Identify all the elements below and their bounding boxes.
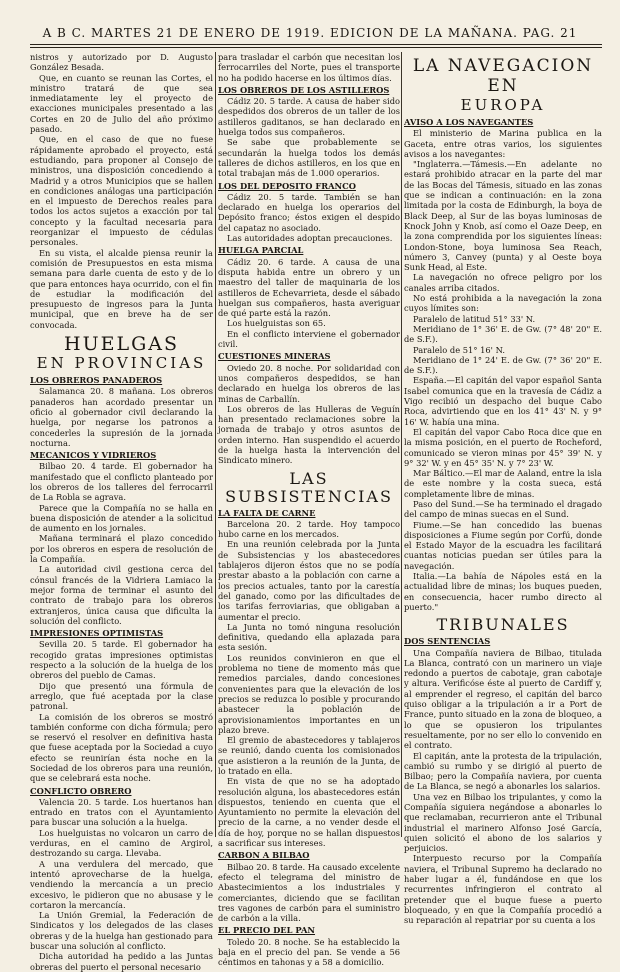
paragraph: La autoridad civil gestiona cerca del cónsul francés de la Vidriera Lamiaco la mejor forma de terminar el asunto del contrato de trabajo para los obreros extranjeros, única causa que dificulta la solución del conflicto. <box>30 564 213 626</box>
paragraph: El capitán, ante la protesta de la tripulación, cambió su rumbo y se dirigió al puerto de Bilbao; pero la Compañía naviera, por cuenta de La Blanca, se negó a abonarles los salarios. <box>404 750 602 792</box>
paragraph: "Inglaterra.—Támesis.—En adelante no estará prohibido atracar en la parte del mar de las Bocas del Támesis, situado en las zonas que se indican a continuación: en la zona limitada por la costa de Edinburgh, la boya de Black Deep, al Sur de las boyas luminosas de Knock John y Knob, así como el Oaze Deep, en la zona comprendida por los siguientes líneas: London-Stone, boya luminosa Sea Reach, número 3, Canvey (punta) y al Oeste boya Sunk Head, al Este. <box>404 159 602 273</box>
article-title: LOS OBREROS PANADEROS <box>30 375 163 386</box>
paragraph: Los huelguistas son 65. <box>227 318 326 329</box>
paragraph: Interpuesto recurso por la Compañía naviera, el Tribunal Supremo ha declarado no haber lugar a él, fundándose en que los recurrentes infringieron el contrato al pretender que el buque fuese a puerto bloqueado, y en que la Compañía procedió a su reparación al repatriar por su cuenta a los <box>404 853 602 926</box>
paragraph: Cádiz 20. 5 tarde. A causa de haber sido despedidos dos obreros de un taller de los astilleros gaditanos, se han declarado en huelga todos sus compañeros. <box>218 96 400 138</box>
articles <box>30 375 213 972</box>
column-1 <box>30 52 213 972</box>
article-title: MECANICOS Y VIDRIEROS <box>30 450 157 461</box>
article <box>30 628 213 783</box>
paragraph: Cádiz 20. 5 tarde. También se han declarado en huelga los operarios del Depósito franco; éstos exigen el despido del capataz no asociado. <box>218 191 400 233</box>
article-title: DOS SENTENCIAS <box>404 636 491 647</box>
paragraph: Una vez en Bilbao los tripulantes, y como la Compañía siguiera negándose a abonarles lo que reclamaban, recurrieron ante el Tribunal industrial el marinero Alfonso José García, quien solicitó el abono de los salarios y perjuicios. <box>404 791 602 854</box>
paragraph: Valencia 20. 5 tarde. Los huertanos han entrado en tratos con el Ayuntamiento para buscar una solución a la huelga. <box>30 796 213 828</box>
article <box>218 351 400 465</box>
paragraph: Barcelona 20. 2 tarde. Hoy tampoco hubo carne en los mercados. <box>218 518 400 540</box>
paragraph: Una Compañía naviera de Bilbao, titulada La Blanca, contrató con un marinero un viaje redondo a puertos de cabotaje, gran cabotaje y altura. Verificóse éste al puerto de Cardiff y, al emprender el regreso, el capitán del barco quiso obligar a la tripulación a ir a Port de France, punto situado en la zona de bloqueo, a lo que se opusieron los tripulantes resueltamente, por no ser ello lo convenido en el contrato. <box>404 647 602 751</box>
paragraph: A una verdulera del mercado, que intentó aprovecharse de la huelga, vendiendo la mercancía a un precio excesivo, le pidieron que no abusase y le cortaron la mercancía. <box>30 858 213 910</box>
paragraph: Mañana terminará el plazo concedido por los obreros en espera de resolución de la Compañía. <box>30 533 213 565</box>
intro-text <box>218 52 400 83</box>
paragraph: Las autoridades adoptan precauciones. <box>227 233 393 244</box>
column-3 <box>404 52 602 926</box>
paragraph: España.—El capitán del vapor español Santa Isabel comunica que en la travesía de Cádiz a Vigo recibió un despacho del buque Cabo Roca, advirtiendo que en los 41° 43' N. y 9° 16' W. había una mina. <box>404 375 602 427</box>
paragraph: En su vista, el alcalde piensa reunir la comisión de Presupuestos en esta misma semana para darle cuenta de esto y de lo que para entonces haya ocurrido, con el fin de estudiar la modificación del presupuesto de ingresos para la Junta municipal, que en breve ha de ser convocada. <box>30 247 213 330</box>
paragraph: Bilbao 20. 4 tarde. El gobernador ha manifestado que el conflicto planteado por los obreros de los talleres del ferrocarril de La Robla se agrava. <box>30 461 213 503</box>
paragraph: Bilbao 20. 8 tarde. Ha causado excelente efecto el telegrama del ministro de Abastecimientos a los industriales y comerciantes, diciendo que se facilitan tres vagones de carbón para el suministro de carbón a la villa. <box>218 861 400 924</box>
paragraph: No está prohibida a la navegación la zona cuyos límites son: <box>404 293 602 314</box>
article-title: CARBON A BILBAO <box>218 850 310 861</box>
paragraph: Paralelo de 51° 16' N. <box>413 344 505 355</box>
article <box>404 636 602 925</box>
paragraph: Se sabe que probablemente se secundarán la huelga todos los demás talleres de dichos astilleros, en los que en total trabajan más de 1.000 operarios. <box>218 137 400 179</box>
article <box>218 925 400 967</box>
article-title: LOS DEL DEPOSITO FRANCO <box>218 180 356 191</box>
paragraph: El ministerio de Marina publica en la Gaceta, entre otras varios, los siguientes avisos a los navegantes: <box>404 128 602 159</box>
article-title: CUESTIONES MINERAS <box>218 351 331 362</box>
article <box>218 181 400 244</box>
section-title: LA NAVEGACION EN <box>412 56 594 96</box>
paragraph: Los huelguistas no volcaron un carro de verduras, en el camino de Argirol, destrozando su carga. Llevaba. <box>30 827 213 859</box>
article <box>218 245 400 349</box>
article <box>218 85 400 179</box>
column-divider <box>215 52 216 837</box>
paragraph: Paralelo de latitud 51° 33' N. <box>413 313 536 324</box>
paragraph: Toledo 20. 8 noche. Se ha establecido la baja en el precio del pan. Se vende a 56 céntimos en tahonas y a 58 a domicilio. <box>218 936 400 968</box>
article-title: LOS OBREROS DE LOS ASTILLEROS <box>218 84 390 95</box>
article <box>404 117 602 612</box>
article-title: HUELGA PARCIAL <box>218 245 304 256</box>
article <box>30 786 213 972</box>
paragraph: Italia.—La bahía de Nápoles está en la actualidad libre de minas; los buques pueden, en consecuencia, hacer rumbo directo al puerto." <box>404 571 602 612</box>
section-subtitle: EUROPA <box>460 96 546 114</box>
paragraph: La Junta no tomó ninguna resolución definitiva, quedando ella aplazada para esta sesión. <box>218 621 400 653</box>
section-title: HUELGAS <box>64 333 179 356</box>
column-divider <box>401 52 402 837</box>
paragraph: Dicha autoridad ha pedido a las Juntas obreras del puerto el personal necesario <box>30 951 213 972</box>
article <box>30 375 213 448</box>
articles <box>218 508 400 968</box>
articles <box>404 636 602 925</box>
paragraph: Meridiano de 1° 24' E. de Gw. (7° 36' 20" E. de S.F.). <box>404 354 602 376</box>
page-header: A B C. MARTES 21 DE ENERO DE 1919. EDICION DE LA MAÑANA. PAG. 21 <box>42 26 578 40</box>
paragraph: Los reunidos convinieron en que el problema no tiene de momento más que remedios parciales, dando concesiones convenientes para que la elevación de los precios se reduzca lo posible y procurando abastecer la población de aprovisionamientos importantes en un plazo breve. <box>218 652 400 735</box>
section-title: LAS SUBSISTENCIAS <box>225 468 393 506</box>
paragraph: Fiume.—Se han concedido las buenas disposiciones a Fiume según por Corfú, donde el Estado Mayor de la escuadra les facilitará cuantas noticias puedan ser útiles para la navegación. <box>404 519 602 571</box>
section-title: TRIBUNALES <box>436 615 570 635</box>
section-subtitle: EN PROVINCIAS <box>36 354 207 373</box>
article <box>30 450 213 626</box>
paragraph: La Unión Gremial, la Federación de Sindicatos y los delegados de las clases obreras y de la huelga han gestionado para buscar una solución al conflicto. <box>30 910 213 952</box>
paragraph: En una reunión celebrada por la Junta de Subsistencias y los abastecedores tablajeros dijeron éstos que no se podía prestar abasto a la población con carne a los precios actuales, tanto por la carestía del ganado, como por las dificultades de los tarifas ferroviarias, que obligaban a aumentar el precio. <box>218 539 400 622</box>
paragraph: En vista de que no se ha adoptado resolución alguna, los abastecedores están dispuestos, teniendo en cuenta que el Ayuntamiento no permite la elevación del precio de la carne, a no vender desde el día de hoy, porque no se hallan dispuestos a sacrificar sus intereses. <box>218 776 400 849</box>
paragraph: El gremio de abastecedores y tablajeros se reunió, dando cuenta los comisionados que asistieron a la reunión de la Junta, de lo tratado en ella. <box>218 735 400 776</box>
paragraph: Paso del Sund.—Se ha terminado el dragado del campo de minas suecas en el Sund. <box>404 498 602 520</box>
article-title: IMPRESIONES OPTIMISTAS <box>30 628 164 639</box>
paragraph: Cádiz 20. 6 tarde. A causa de una disputa habida entre un obrero y un maestro del taller de maquinaria de los astilleros de Echevarrieta, desde el sábado huelgan sus compañeros, hasta averiguar de qué parte está la razón. <box>218 256 400 319</box>
articles <box>404 117 602 612</box>
paragraph: El capitán del vapor Cabo Roca dice que en la misma posición, en el puerto de Rocheford, comunicado se vieron minas por 45° 39' N. y 9° 32' W. y en 45° 35' N. y 7° 23' W. <box>404 426 602 468</box>
paragraph: Que, en cuanto se reunan las Cortes, el ministro tratará de que sea inmediatamente ley el proyecto de exacciones municipales presentado a las Cortes en 20 de Julio del año próximo pasado. <box>30 72 213 135</box>
paragraph: En el conflicto interviene el gobernador civil. <box>218 328 400 350</box>
article-title: CONFLICTO OBRERO <box>30 785 132 796</box>
paragraph: Salamanca 20. 8 mañana. Los obreros panaderos han acordado presentar un oficio al gobernador civil declarando la huelga, por negarse los patronos a concederles la supresión de la jornada nocturna. <box>30 386 213 448</box>
paragraph: La comisión de los obreros se mostró también conforme con dicha fórmula; pero se reservó el resolver en definitiva hasta que fuese aceptada por la Sociedad a cuyo efecto se reunirían ésta noche en la Sociedad de los obreros para una reunión, que se celebrará esta noche. <box>30 711 213 784</box>
header-rule <box>30 44 602 45</box>
paragraph: Oviedo 20. 8 noche. Por solidaridad con unos compañeros despedidos, se han declarado en huelga los obreros de las minas de Carballín. <box>218 362 400 404</box>
paragraph: Los obreros de las Hulleras de Veguín han presentado reclamaciones sobre la jornada de trabajo y otros asuntos de orden interno. Han suspendido el acuerdo de la huelga hasta la intervención del Sindicato minero. <box>218 403 400 466</box>
paragraph: Sevilla 20. 5 tarde. El gobernador ha recogido gratas impresiones optimistas respecto a la solución de la huelga de los obreros del pueblo de Camas. <box>30 639 213 681</box>
intro-text <box>30 52 213 330</box>
column-2 <box>218 52 400 968</box>
paragraph: Que, en el caso de que no fuese rápidamente aprobado el proyecto, está estudiando, para proponer al Consejo de ministros, una disposición concediendo a Madrid y a otros Municipios que se hallen en condiciones análogas una participación en el impuesto de Derechos reales para todos los actos sujetos a exacción por tal concepto y la facultad necesaria para reorganizar el impuesto de cédulas personales. <box>30 134 213 248</box>
articles <box>218 85 400 466</box>
article <box>218 850 400 923</box>
paragraph: Parece que la Compañía no se halla en buena disposición de atender a la solicitud de aumento en los jornales. <box>30 502 213 534</box>
paragraph: Mar Báltico.—El mar de Aaland, entre la isla de este nombre y la costa sueca, está completamente libre de minas. <box>404 468 602 499</box>
article <box>218 508 400 849</box>
article-title: EL PRECIO DEL PAN <box>218 925 316 936</box>
paragraph: La navegación no ofrece peligro por los canales arriba citados. <box>404 272 602 293</box>
paragraph: Dijo que presentó una fórmula de arreglo, que fué aceptada por la clase patronal. <box>30 680 213 712</box>
paragraph: para trasladar el carbón que necesitan los ferrocarriles del Norte, pues el transporte no ha podido hacerse en los últimos días. <box>218 52 400 83</box>
paragraph: Meridiano de 1° 36' E. de Gw. (7° 48' 20" E. de S.F.). <box>404 323 602 345</box>
paragraph: nistros y autorizado por D. Augusto González Besada. <box>30 52 213 73</box>
header-rule-2 <box>30 47 602 48</box>
article-title: LA FALTA DE CARNE <box>218 507 316 518</box>
article-title: AVISO A LOS NAVEGANTES <box>404 117 534 127</box>
